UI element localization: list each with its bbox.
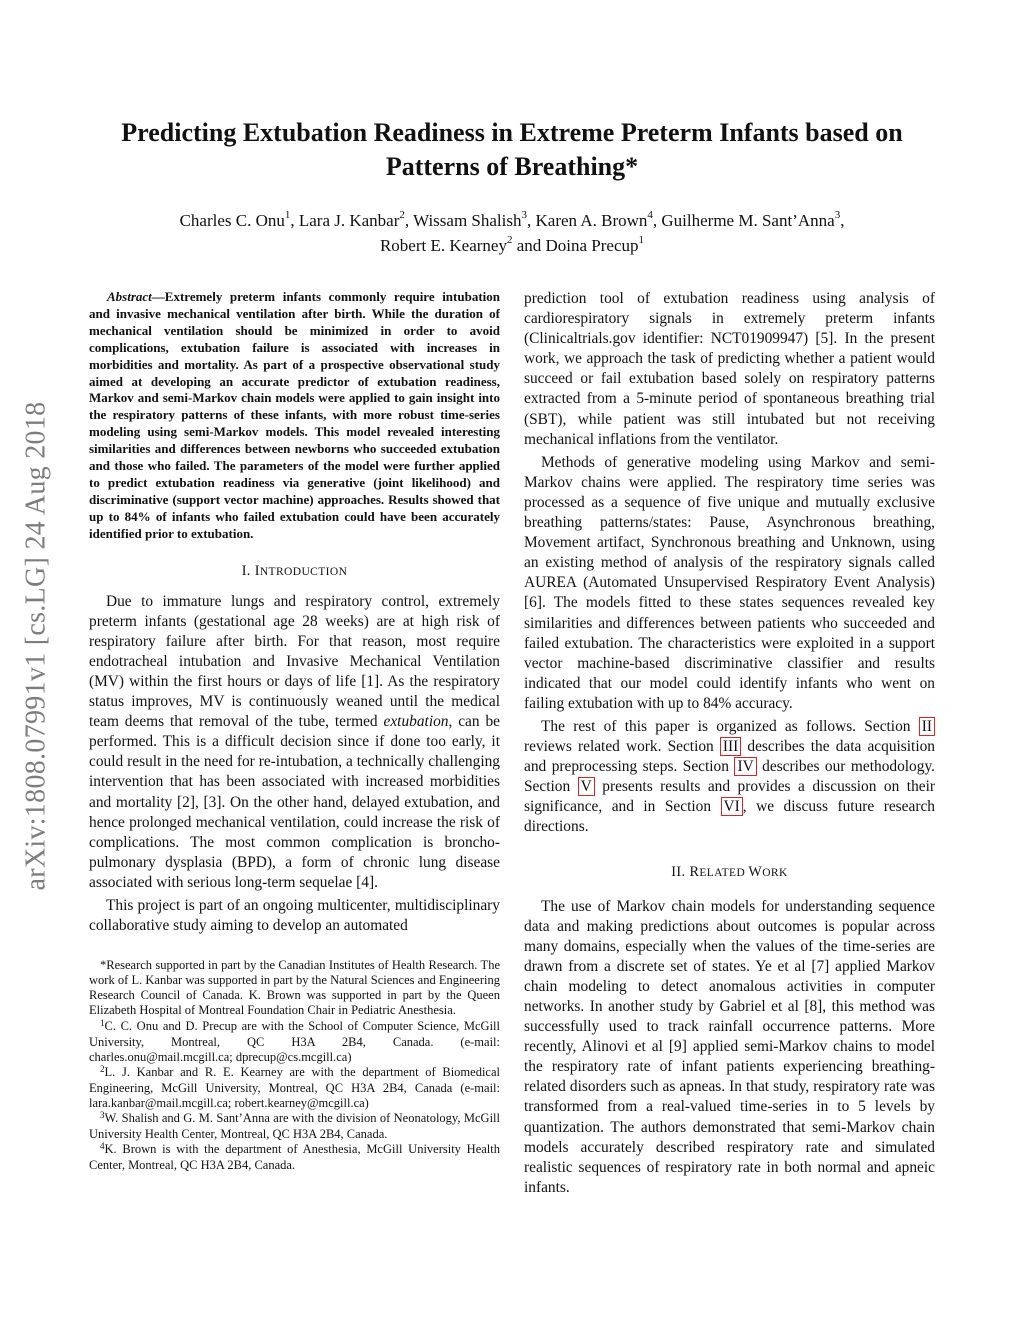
text-run: describes our methodology. Section: [524, 758, 935, 796]
section-heading-related-work: [524, 864, 935, 881]
section-smallcaps: ELATED: [699, 866, 749, 879]
text-run: presents results and provides a discussion on their significance, and in Section: [524, 778, 936, 816]
author-name: Karen A. Brown: [535, 211, 648, 230]
footnote: [89, 1065, 500, 1111]
section-smallcaps: ORK: [762, 866, 788, 879]
intro-paragraph-2-continued: prediction tool of extubation readiness using analysis of cardiorespiratory signals in extremely preterm infants (Clinicaltrials.gov identifier: NCT01909947) [5]. In the present work, we approach the task of predicting whether a patient would succeed or fail extubation based solely on respiratory patterns extracted from a 5-minute period of spontaneous breathing trial (SBT), while patient was still intubated but not receiving mechanical inflations from the ventilator.: [524, 290, 935, 448]
section-link-ii[interactable]: II: [919, 717, 935, 736]
section-smallcaps: NTRODUCTION: [259, 565, 348, 578]
footnote-text: *Research supported in part by the Canadian Institutes of Health Research. The work of L. Kanbar was supported in part by the Natural Sciences and Engineering Research Council of Canada. K. Brown was supported in part by the Queen Elizabeth Hospital of Montreal Foundation Chair in Pediatric Anesthesia.: [89, 958, 500, 1018]
section-initial: W: [748, 863, 763, 880]
left-column: [89, 289, 500, 1174]
author-list: [80, 208, 944, 258]
emphasis-term: extubation: [383, 713, 449, 731]
intro-paragraph-4: [524, 717, 935, 838]
section-initial: I: [254, 562, 260, 579]
footnote-text: C. C. Onu and D. Precup are with the School of Computer Science, McGill University, Montreal, QC H3A 2B4, Canada. (e-mail: charles.onu@mail.mcgill.ca; dprecup@cs.mcgill.ca): [89, 1018, 500, 1064]
arxiv-stamp: [12, 348, 60, 944]
section-number: I.: [241, 562, 255, 579]
author-name: Lara J. Kanbar: [298, 211, 400, 230]
author-name: Robert E. Kearney: [379, 236, 507, 255]
footnote: [89, 1111, 500, 1142]
section-number: II.: [671, 863, 690, 880]
text-run: The rest of this paper is organized as follows. Section: [541, 717, 919, 735]
author-sep: and: [512, 236, 546, 255]
text-run: , we discuss future research directions.: [524, 798, 935, 836]
author-sep: ,: [840, 211, 845, 230]
abstract-label: Abstract: [107, 289, 152, 304]
affiliation-mark: 2: [506, 234, 513, 247]
affiliation-mark: 1: [284, 209, 291, 222]
footnote-text: W. Shalish and G. M. Sant’Anna are with the division of Neonatology, McGill University Health Center, Montreal, QC H3A 2B4, Canada.: [89, 1111, 500, 1142]
footnote: [89, 1142, 500, 1173]
footnote-mark: 3: [100, 1110, 105, 1121]
abstract: [89, 289, 500, 543]
affiliation-mark: 1: [638, 234, 645, 247]
author-line-1: [80, 208, 944, 233]
text-run: , can be performed. This is a difficult decision since if done too early, it could result in the need for re-intubation, a technically challenging intervention that has been associated with increased morbidities and mortality [2], [3]. On the other hand, delayed extubation, and hence prolonged mechanical ventilation, could increase the risk of complications. The most common complication is broncho-pulmonary dysplasia (BPD), a form of chronic lung disease associated with serious long-term sequelae [4].: [89, 713, 500, 891]
intro-paragraph-2: This project is part of an ongoing multicenter, multidisciplinary collaborative study aiming to develop an automated: [89, 897, 500, 935]
section-link-v[interactable]: V: [578, 777, 595, 796]
footnote-mark: 2: [100, 1063, 105, 1074]
footnote-text: L. J. Kanbar and R. E. Kearney are with the department of Biomedical Engineering, McGill University, Montreal, QC H3A 2B4, Canada (e-mail: lara.kanbar@mail.mcgill.ca; robert.kearney@mcgill.ca): [89, 1064, 500, 1111]
text-run: describes the data acquisition and preprocessing steps. Section: [524, 738, 935, 776]
affiliation-mark: 4: [647, 209, 653, 222]
related-work-paragraph-1: The use of Markov chain models for understanding sequence data and making predictions about outcomes is popular across many domains, especially when the values of the time-series are drawn from a discrete set of states. Ye et al [7] applied Markov chain modeling to detect anomalous activities in computer networks. In another study by Gabriel et al [8], this method was successfully used to track rainfall occurrence patterns. More recently, Alinovi et al [9] applied semi-Markov chains to model the respiratory rate of infant patients experiencing breathing-related disorders such as apneas. In that study, respiratory rate was transformed from a real-valued time-series in to 5 levels by quantization. The authors demonstrated that semi-Markov chain models accurately described respiratory rate and simulated realistic sequences of respiratory rate in both normal and apneic infants.: [524, 897, 935, 1196]
right-column: [524, 289, 935, 1198]
footnotes: [89, 958, 500, 1173]
author-sep: ,: [527, 211, 536, 230]
section-link-iv[interactable]: IV: [734, 757, 756, 776]
footnote-mark: 4: [100, 1141, 105, 1152]
author-line-2: [80, 233, 944, 258]
author-name: Charles C. Onu: [179, 211, 285, 230]
footnote: [89, 958, 500, 1018]
section-link-iii[interactable]: III: [720, 737, 741, 756]
author-sep: ,: [404, 211, 414, 230]
abstract-text: Extremely preterm infants commonly require intubation and invasive mechanical ventilation after birth. While the duration of mechanical ventilation should be minimized in order to avoid complications, extubation failure is associated with increases in morbidities and mortality. As part of a prospective observational study aimed at developing an accurate predictor of extubation readiness, Markov and semi-Markov chain models were applied to gain insight into the respiratory patterns of these infants, with more robust time-series modeling using semi-Markov models. This model revealed interesting similarities and differences between newborns who succeeded extubation and those who failed. The parameters of the model were further applied to predict extubation readiness via generative (joint likelihood) and discriminative (support vector machine) approaches. Results showed that up to 84% of infants who failed extubation could have been accurately identified prior to extubation.: [89, 289, 500, 541]
author-name: Guilherme M. Sant’Anna: [661, 211, 835, 230]
section-link-vi[interactable]: VI: [721, 797, 743, 816]
arxiv-id: arXiv:1808.07991v1 [cs.LG] 24 Aug 2018: [20, 401, 51, 891]
affiliation-mark: 2: [399, 209, 405, 222]
section-heading-introduction: [89, 563, 500, 580]
affiliation-mark: 3: [834, 209, 841, 222]
text-run: reviews related work. Section: [524, 738, 720, 756]
intro-paragraph-3: Methods of generative modeling using Markov and semi-Markov chains were applied. The respiratory time series was processed as a sequence of five unique and mutually exclusive breathing patterns/states: Pause, Asynchronous breathing, Movement artifact, Synchronous breathing and Unknown, using an existing method of analysis of the respiratory signals called AUREA (Automated Unsupervised Respiratory Event Analysis) [6]. The models fitted to these states sequences revealed key similarities and differences between patients who succeeded and failed extubation. The characteristics were exploited in a support vector machine-based discriminative classifier and results indicated that our model could identify infants who went on failing extubation with up to 84% accuracy.: [524, 453, 935, 712]
title-line-2: Patterns of Breathing*: [385, 152, 639, 181]
footnote-mark: 1: [100, 1017, 105, 1028]
affiliation-mark: 3: [521, 209, 527, 222]
section-initial: R: [689, 863, 700, 880]
author-name: Wissam Shalish: [413, 211, 522, 230]
intro-paragraph-1: [89, 592, 500, 893]
author-sep: ,: [290, 211, 299, 230]
author-sep: ,: [652, 211, 662, 230]
footnote: [89, 1019, 500, 1065]
text-run: Due to immature lungs and respiratory control, extremely preterm infants (gestational age 28 weeks) are at high risk of respiratory failure after birth. For that reason, most require endotracheal intubation and Invasive Mechanical Ventilation (MV) within the first hours or days of life [1]. As the respiratory status improves, MV is continuously weaned until the medical team deems that removal of the tube, termed: [89, 592, 500, 731]
abstract-dash: —: [151, 289, 165, 304]
footnote-text: K. Brown is with the department of Anesthesia, McGill University Health Center, Montreal, QC H3A 2B4, Canada.: [89, 1142, 500, 1173]
title-line-1: Predicting Extubation Readiness in Extreme Preterm Infants based on: [121, 118, 903, 147]
paper-title: [80, 116, 944, 184]
author-name: Doina Precup: [545, 236, 639, 255]
